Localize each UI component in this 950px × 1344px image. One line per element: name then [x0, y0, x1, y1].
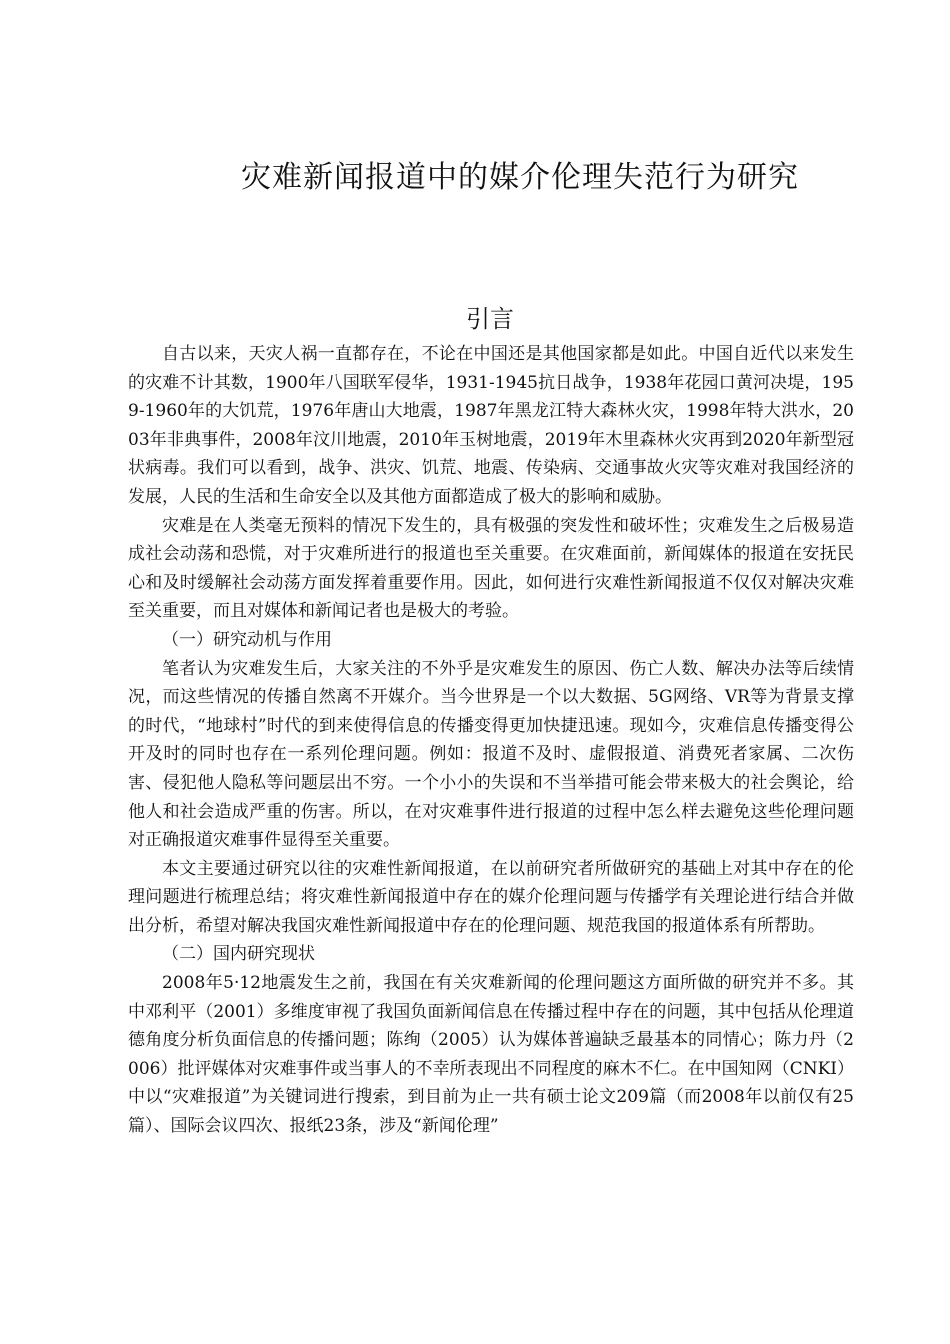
body-text	[128, 340, 854, 1141]
subsection-heading: （一）研究动机与作用	[162, 629, 332, 650]
paragraph: 自古以来，天灾人祸一直都存在，不论在中国还是其他国家都是如此。中国自近代以来发生的灾难不计其数，1900年八国联军侵华，1931-1945抗日战争，1938年花园口黄河决堤，1959-1960年的大饥荒，1976年唐山大地震，1987年黑龙江特大森林火灾，1998年特大洪水，2003年非典事件，2008年汶川地震，2010年玉树地震，2019年木里森林火灾再到2020年新型冠状病毒。我们可以看到，战争、洪灾、饥荒、地震、传染病、交通事故火灾等灾难对我国经济的发展，人民的生活和生命安全以及其他方面都造成了极大的影响和威胁。	[128, 344, 854, 507]
paragraph: 2008年5·12地震发生之前，我国在有关灾难新闻的伦理问题这方面所做的研究并不多。其中邓利平（2001）多维度审视了我国负面新闻信息在传播过程中存在的问题，其中包括从伦理道德角度分析负面信息的传播问题；陈绚（2005）认为媒体普遍缺乏最基本的同情心；陈力丹（2006）批评媒体对灾难事件或当事人的不幸所表现出不同程度的麻木不仁。在中国知网（CNKI）中以“灾难报道”为关键词进行搜索，到目前为止一共有硕士论文209篇（而2008年以前仅有25篇）、国际会议四次、报纸23条，涉及“新闻伦理”	[128, 973, 854, 1137]
paragraph: 本文主要通过研究以往的灾难性新闻报道，在以前研究者所做研究的基础上对其中存在的伦理问题进行梳理总结；将灾难性新闻报道中存在的媒介伦理问题与传播学有关理论进行结合并做出分析，希望对解决我国灾难性新闻报道中存在的伦理问题、规范我国的报道体系有所帮助。	[128, 858, 854, 936]
subsection-heading: （二）国内研究现状	[162, 944, 315, 965]
paragraph: 笔者认为灾难发生后，大家关注的不外乎是灾难发生的原因、伤亡人数、解决办法等后续情况，而这些情况的传播自然离不开媒介。当今世界是一个以大数据、5G网络、VR等为背景支撑的时代，“地球村”时代的到来使得信息的传播变得更加快捷迅速。现如今，灾难信息传播变得公开及时的同时也存在一系列伦理问题。例如：报道不及时、虚假报道、消费死者家属、二次伤害、侵犯他人隐私等问题层出不穷。一个小小的失误和不当举措可能会带来极大的社会舆论，给他人和社会造成严重的伤害。所以，在对灾难事件进行报道的过程中怎么样去避免这些伦理问题对正确报道灾难事件显得至关重要。	[128, 658, 854, 851]
document-title: 灾难新闻报道中的媒介伦理失范行为研究	[241, 160, 799, 195]
paragraph: 灾难是在人类毫无预料的情况下发生的，具有极强的突发性和破坏性；灾难发生之后极易造成社会动荡和恐慌，对于灾难所进行的报道也至关重要。在灾难面前，新闻媒体的报道在安抚民心和及时缓解社会动荡方面发挥着重要作用。因此，如何进行灾难性新闻报道不仅仅对解决灾难至关重要，而且对媒体和新闻记者也是极大的考验。	[128, 515, 854, 622]
section-title: 引言	[466, 305, 514, 333]
